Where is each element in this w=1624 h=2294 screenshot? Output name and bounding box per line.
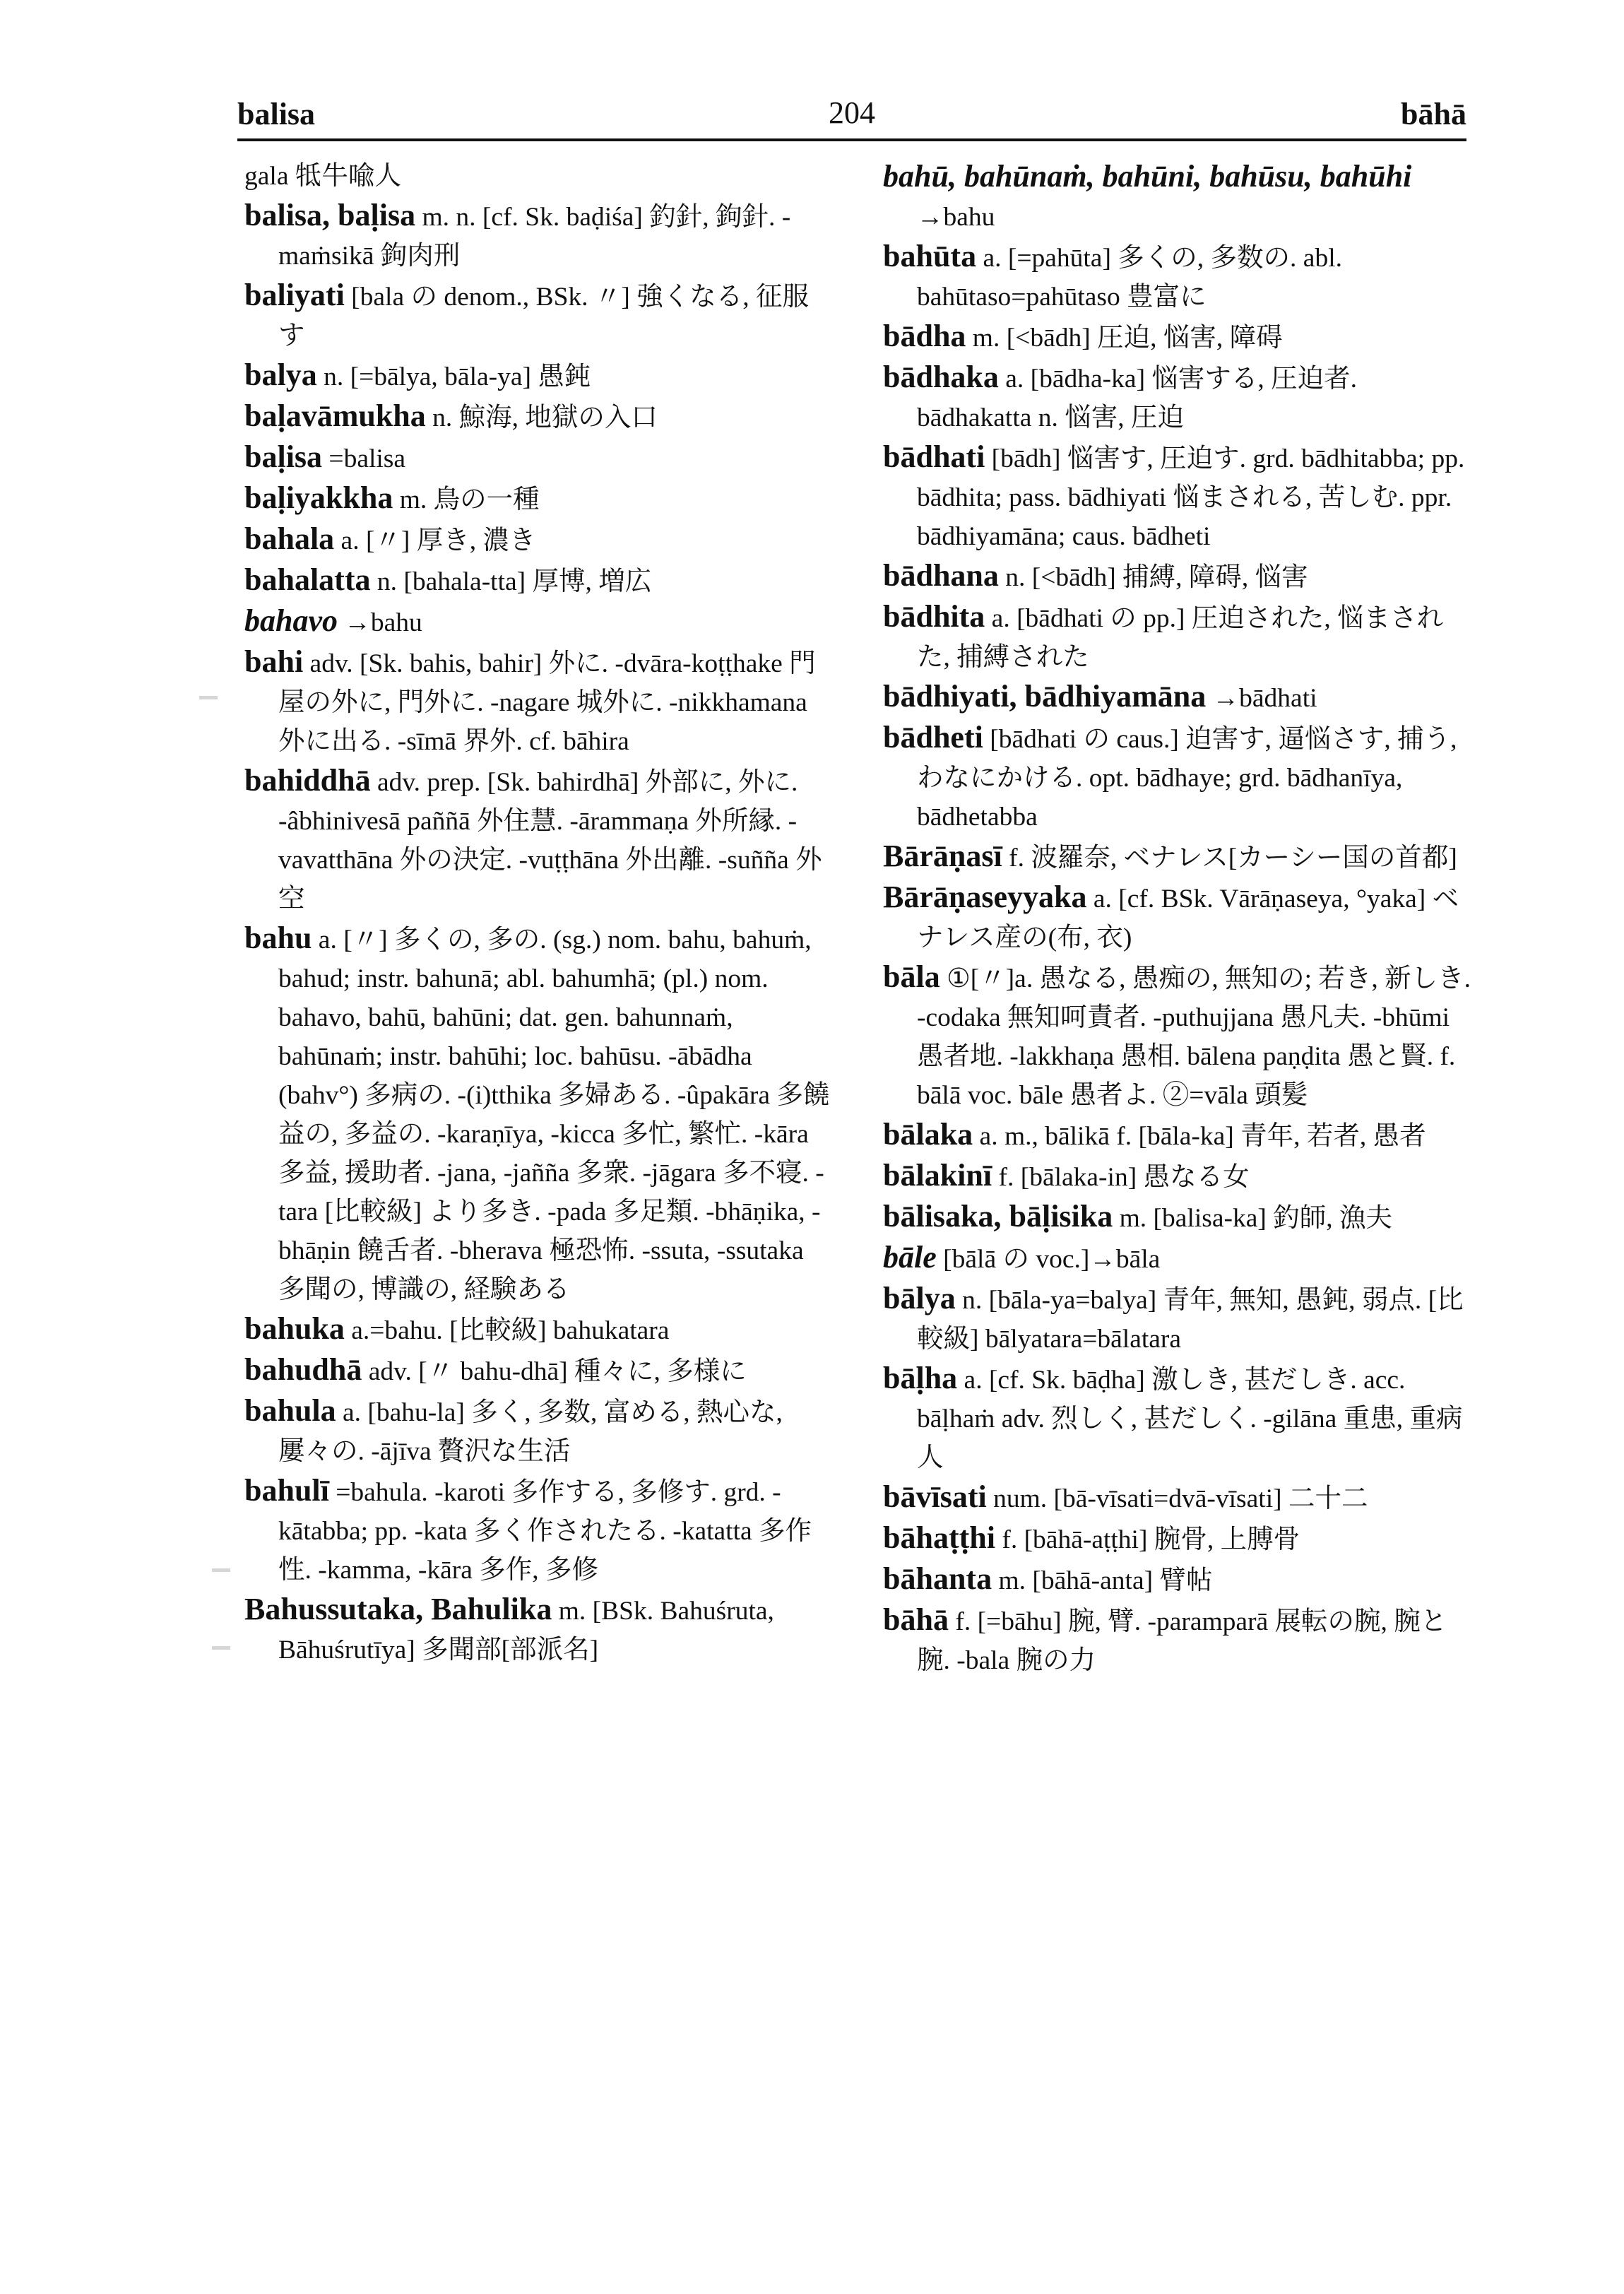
dictionary-entry: [244, 1471, 831, 1590]
entry-headword: bāhanta: [883, 1561, 992, 1596]
dictionary-entry: [244, 601, 831, 642]
entry-definition: n. 鯨海, 地獄の入口: [432, 403, 658, 432]
left-column: [244, 157, 831, 1669]
entry-definition: [bala の denom., BSk. 〃] 強くなる, 征服す: [278, 283, 810, 350]
dictionary-entry: [244, 196, 831, 276]
dictionary-entry: [883, 1279, 1476, 1359]
dictionary-entry: [883, 237, 1476, 317]
entry-definition: [bālā の voc.]→bāla: [943, 1245, 1161, 1274]
entry-definition: n. [=bālya, bāla-ya] 愚鈍: [324, 362, 591, 391]
entry-headword: Bārāṇasī: [883, 839, 1002, 873]
entry-headword: bālakinī: [883, 1158, 992, 1193]
entry-definition: a. [〃] 厚き, 濃き: [340, 526, 536, 555]
dictionary-entry: [244, 761, 831, 918]
entry-definition: num. [bā-vīsati=dvā-vīsati] 二十二: [993, 1484, 1368, 1513]
entry-definition: a. [cf. Sk. bāḍha] 激しき, 甚だしき. acc. bāḷhaṁ adv. 烈しく, 甚だしく. -gilāna 重患, 重病人: [917, 1366, 1463, 1472]
entry-definition: [bādhati の caus.] 迫害す, 逼悩さす, 捕う, わなにかける. opt. bādhaye; grd. bādhanīya, bādhetabba: [917, 725, 1457, 832]
entry-definition: adv. [Sk. bahis, bahir] 外に. -dvāra-koṭṭhake 門屋の外に, 門外に. -nagare 城外に. -nikkhamana 外に出る. -sīmā 界外. cf. bāhira: [278, 649, 816, 756]
entry-definition: a. [cf. BSk. Vārāṇaseya, °yaka] ベナレス産の(布, 衣): [917, 885, 1459, 952]
dictionary-entry: [883, 957, 1476, 1115]
entry-headword: balya: [244, 357, 317, 392]
dictionary-entry: [883, 437, 1476, 556]
page-number: 204: [829, 95, 875, 130]
dictionary-entry: [883, 718, 1476, 836]
entry-headword: bādhaka: [883, 360, 999, 394]
scan-speck: [212, 1568, 230, 1572]
entry-headword: Bahussutaka, Bahulika: [244, 1592, 552, 1626]
dictionary-entry: [244, 519, 831, 560]
entry-headword: bādhiyati, bādhiyamāna: [883, 679, 1207, 714]
entry-headword: bādhana: [883, 558, 999, 593]
dictionary-entry: [883, 157, 1476, 237]
entry-headword: baḷiyakkha: [244, 480, 393, 515]
dictionary-entry: [883, 1600, 1476, 1680]
dictionary-entry: [244, 1350, 831, 1391]
entry-definition: a.=bahu. [比較級] bahukatara: [351, 1316, 670, 1345]
running-head-right: bāhā: [1401, 97, 1466, 131]
running-head-left: balisa: [237, 97, 316, 131]
dictionary-entry: [244, 1391, 831, 1471]
entry-definition: a. [bādhati の pp.] 圧迫された, 悩まされた, 捕縛された: [917, 604, 1444, 672]
entry-definition: m. [BSk. Bahuśruta, Bāhuśrutīya] 多聞部[部派名]: [278, 1597, 774, 1665]
entry-definition: f. 波羅奈, ベナレス[カーシー国の首都]: [1009, 844, 1457, 873]
entry-headword: bahulī: [244, 1473, 329, 1508]
entry-headword: bahūta: [883, 239, 977, 273]
entry-definition: n. [<bādh] 捕縛, 障碍, 悩害: [1005, 563, 1308, 592]
right-column: [883, 157, 1476, 1680]
dictionary-entry: [883, 357, 1476, 437]
entry-headword: Bārāṇaseyyaka: [883, 880, 1087, 914]
dictionary-entry: [883, 1156, 1476, 1197]
entry-definition: →bahu: [917, 203, 995, 232]
entry-headword: bahiddhā: [244, 763, 371, 798]
entry-headword: bahula: [244, 1393, 336, 1428]
dictionary-entry: [244, 1309, 831, 1350]
entry-headword: balisa, baḷisa: [244, 198, 416, 232]
dictionary-entry: [244, 918, 831, 1309]
entry-definition: f. [bālaka-in] 愚なる女: [998, 1163, 1250, 1192]
entry-definition: a. [=pahūta] 多くの, 多数の. abl. bahūtaso=pahūtaso 豊富に: [917, 244, 1342, 312]
dictionary-entry: [244, 396, 831, 437]
entry-definition: m. 鳥の一種: [399, 485, 540, 514]
scan-speck: [199, 696, 218, 699]
dictionary-entry: [244, 478, 831, 519]
entry-definition: a. [bādha-ka] 悩害する, 圧迫者. bādhakatta n. 悩害, 圧迫: [917, 365, 1358, 432]
entry-headword: bāhā: [883, 1602, 949, 1637]
entry-headword: bahudhā: [244, 1352, 362, 1387]
entry-definition: →bādhati: [1212, 684, 1317, 713]
entry-definition: ①[〃]a. 愚なる, 愚痴の, 無知の; 若き, 新しき. -codaka 無知呵責者. -puthujjana 愚凡夫. -bhūmi 愚者地. -lakkhaṇa 愚相. bālena paṇḍita 愚と賢. f. bālā voc. bāle 愚者よ. ②=vāla 頭髪: [917, 964, 1471, 1110]
dictionary-entry: [883, 1559, 1476, 1600]
scan-speck: [212, 1646, 230, 1650]
dictionary-entry: [883, 1197, 1476, 1238]
entry-headword: bālisaka, bāḷisika: [883, 1199, 1113, 1234]
dictionary-entry: [883, 1518, 1476, 1559]
entry-headword: bāhaṭṭhi: [883, 1520, 995, 1555]
entry-headword: baḷisa: [244, 439, 323, 474]
entry-headword: bāḷha: [883, 1361, 958, 1395]
dictionary-entry: [244, 157, 831, 196]
dictionary-entry: [244, 1590, 831, 1669]
entry-headword: bahu: [244, 921, 312, 955]
entry-definition: gala 牴牛喩人: [244, 162, 401, 191]
entry-headword: bahalatta: [244, 562, 371, 597]
entry-definition: a. m., bālikā f. [bāla-ka] 青年, 若者, 愚者: [979, 1122, 1426, 1151]
entry-headword: bāle: [883, 1240, 937, 1275]
dictionary-entry: [883, 1115, 1476, 1156]
dictionary-entry: [883, 597, 1476, 677]
entry-definition: =balisa: [328, 444, 406, 473]
dictionary-entry: [883, 317, 1476, 357]
entry-definition: n. [bāla-ya=balya] 青年, 無知, 愚鈍, 弱点. [比較級] bālyatara=bālatara: [917, 1286, 1464, 1354]
entry-headword: bādhati: [883, 439, 985, 474]
entry-definition: →bahu: [344, 608, 422, 637]
dictionary-entry: [244, 355, 831, 396]
entry-definition: a. [〃] 多くの, 多の. (sg.) nom. bahu, bahuṁ, bahud; instr. bahunā; abl. bahumhā; (pl.) nom. bahavo, bahū, bahūni; dat. gen. bahunnaṁ, bahūnaṁ; instr. bahūhi; loc. bahūsu. -ābādha (bahv°) 多病の. -(i)tthika 多婦ある. -ûpakāra 多饒益の, 多益の. -karaṇīya, -kicca 多忙, 繁忙. -kāra 多益, 援助者. -jana, -jañña 多衆. -jāgara 多不寝. -tara [比較級] より多き. -pada 多足類. -bhāṇika, -bhāṇin 饒舌者. -bherava 極恐怖. -ssuta, -ssutaka 多聞の, 博識の, 経験ある: [278, 926, 830, 1304]
entry-headword: bādha: [883, 319, 966, 353]
dictionary-entry: [244, 560, 831, 601]
entry-definition: m. [balisa-ka] 釣師, 漁夫: [1119, 1204, 1393, 1233]
entry-definition: [bādh] 悩害す, 圧迫す. grd. bādhitabba; pp. bādhita; pass. bādhiyati 悩まされる, 苦しむ. ppr. bādhiyamāna; caus. bādheti: [917, 444, 1465, 551]
dictionary-entry: [883, 556, 1476, 597]
entry-headword: bahū, bahūnaṁ, bahūni, bahūsu, bahūhi: [883, 159, 1412, 194]
entry-definition: f. [=bāhu] 腕, 臂. -paramparā 展転の腕, 腕と腕. -bala 腕の力: [917, 1607, 1447, 1675]
dictionary-entry: [244, 642, 831, 761]
header-rule: [237, 138, 1466, 141]
dictionary-entry: [244, 276, 831, 355]
entry-headword: baḷavāmukha: [244, 398, 426, 433]
entry-headword: bālya: [883, 1281, 956, 1315]
entry-headword: bahavo: [244, 603, 338, 638]
entry-headword: bahala: [244, 521, 335, 556]
entry-definition: adv. prep. [Sk. bahirdhā] 外部に, 外に. -âbhinivesā paññā 外住慧. -ārammaṇa 外所縁. -vavatthāna 外の決定. -vuṭṭhāna 外出離. -suñña 外空: [278, 768, 822, 914]
entry-headword: bahuka: [244, 1311, 345, 1346]
dictionary-entry: [883, 836, 1476, 877]
dictionary-entry: [883, 1477, 1476, 1518]
entry-definition: adv. [〃 bahu-dhā] 種々に, 多様に: [368, 1357, 747, 1386]
entry-definition: n. [bahala-tta] 厚博, 増広: [377, 567, 652, 596]
dictionary-entry: [883, 677, 1476, 718]
entry-definition: f. [bāhā-aṭṭhi] 腕骨, 上膊骨: [1002, 1525, 1300, 1554]
entry-definition: m. n. [cf. Sk. baḍiśa] 釣針, 鉤針. -maṁsikā 鉤肉刑: [278, 203, 791, 271]
entry-headword: bahi: [244, 644, 304, 679]
page-header: [237, 90, 1466, 140]
dictionary-entry: [883, 1359, 1476, 1477]
dictionary-entry: [883, 877, 1476, 957]
dictionary-entry: [244, 437, 831, 478]
entry-definition: m. [<bādh] 圧迫, 悩害, 障碍: [972, 324, 1283, 353]
entry-definition: m. [bāhā-anta] 臂帖: [998, 1566, 1213, 1595]
entry-headword: bādheti: [883, 720, 983, 755]
entry-headword: bālaka: [883, 1117, 973, 1152]
dictionary-entry: [883, 1238, 1476, 1279]
entry-definition: a. [bahu-la] 多く, 多数, 富める, 熱心な, 屢々の. -ājīva 贅沢な生活: [278, 1398, 783, 1466]
entry-headword: bāvīsati: [883, 1479, 987, 1514]
entry-headword: bāla: [883, 959, 940, 994]
entry-definition: =bahula. -karoti 多作する, 多修す. grd. -kātabba; pp. -kata 多く作されたる. -katatta 多作性. -kamma, -kāra 多作, 多修: [278, 1478, 812, 1585]
entry-headword: baliyati: [244, 278, 345, 312]
entry-headword: bādhita: [883, 599, 985, 634]
